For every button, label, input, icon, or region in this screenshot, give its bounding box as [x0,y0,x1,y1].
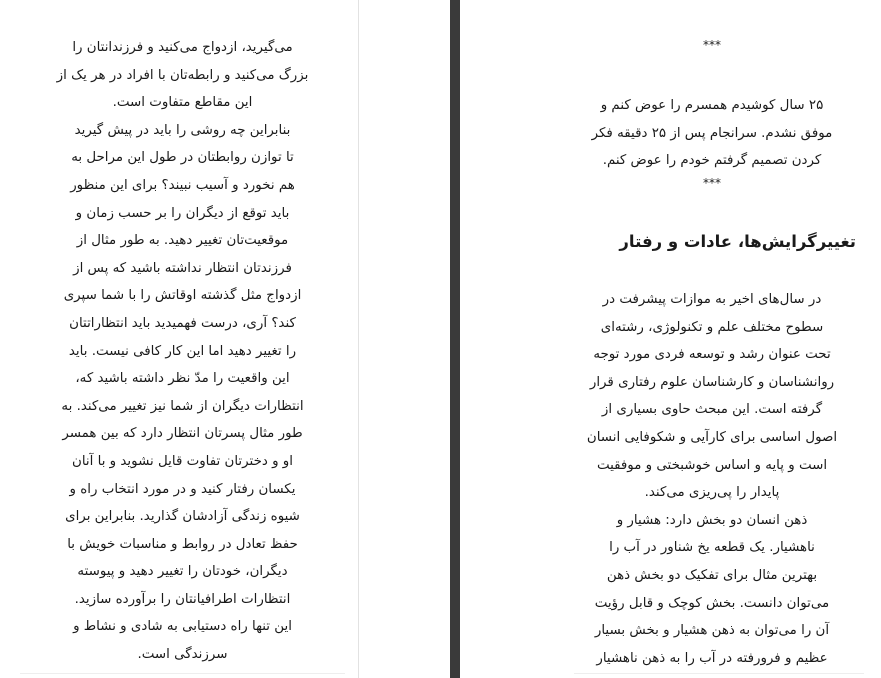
text-line: یکسان رفتار کنید و در مورد انتخاب راه و [69,481,296,497]
text-line: دیگران، خودتان را تغییر دهید و پیوسته [77,564,288,580]
text-line: او و دخترتان تفاوت قایل نشوید و با آنان [72,453,293,469]
text-line: ناهشیار. یک قطعه یخ شناور در آب را [609,540,815,556]
text-line: شیوه زندگی آزادشان گذارید. بنابراین برای [65,509,300,525]
text-line: این تنها راه دستیابی به شادی و نشاط و [73,619,292,635]
text-line: تا توازن روابطتان در طول این مراحل به [71,150,294,166]
text-line: هم نخورد و آسیب نبیند؟ برای این منظور [70,177,295,193]
text-line: کند؟ آری، درست فهمیدید باید انتظاراتتان [69,315,296,331]
quote-line: ۲۵ سال کوشیدم همسرم را عوض کنم و [600,98,824,113]
text-line: انتظارات اطرافیانتان را برآورده سازید. [74,591,291,607]
left-page-footer-rule [20,673,345,674]
text-line: این واقعیت را مدّ نظر داشته باشید که، [75,371,290,387]
text-line: اصول اساسی برای کارآیی و شکوفایی انسان [586,429,838,445]
section-body-text [574,286,850,672]
text-line: سطوح مختلف علم و تکنولوژی، رشته‌ای [600,319,824,335]
left-page [0,0,359,678]
text-line: عظیم و فرورفته در آب را به ذهن ناهشیار [596,650,828,666]
text-line: در سال‌های اخیر به موازات پیشرفت در [602,292,822,307]
left-page-text [20,34,345,669]
text-line: موقعیت‌تان تغییر دهید. به طور مثال از [76,233,289,249]
right-page-footer-rule [574,673,864,674]
right-page [460,0,881,678]
separator-top: *** [703,38,721,52]
section-heading: تغییرگرایش‌ها، عادات و رفتار [619,232,856,251]
text-line: تحت عنوان رشد و توسعه فردی مورد توجه [593,347,831,363]
book-gutter [450,0,460,678]
text-line: طور مثال پسرتان انتظار دارد که بین همسر [62,426,303,442]
text-line: آن را می‌توان به ذهن هشیار و بخش بسیار [594,623,830,639]
text-line: حفظ تعادل در روابط و مناسبات خویش با [67,536,298,552]
quote-line: کردن تصمیم گرفتم خودم را عوض کنم. [602,153,822,169]
quote-line: موفق نشدم. سرانجام پس از ۲۵ دقیقه فکر [591,125,833,141]
quote-text [574,92,850,175]
text-line: را تغییر دهید اما این کار کافی نیست. باید [68,343,297,359]
text-line: باید توقع از دیگران را بر حسب زمان و [75,205,290,221]
text-line: می‌گیرید، ازدواج می‌کنید و فرزندانتان را [72,40,293,55]
text-line: این مقاطع متفاوت است. [112,95,253,111]
text-line: است و پایه و اساس خوشبختی و موفقیت [596,457,828,473]
separator-bottom: *** [703,176,721,190]
text-line: پایدار را پی‌ریزی می‌کند. [644,485,780,501]
text-line: ذهن انسان دو بخش دارد: هشیار و [616,512,808,528]
text-line: انتظارات دیگران از شما نیز تغییر می‌کند. به [61,398,304,414]
text-line: بزرگ می‌کنید و رابطه‌تان با افراد در هر یک از [56,67,309,83]
text-line: فرزندتان انتظار نداشته باشید که پس از [73,260,292,276]
text-line: می‌توان دانست. بخش کوچک و قابل رؤیت [594,595,830,611]
text-line: بنابراین چه روشی را باید در پیش گیرید [74,122,291,138]
text-line: بهترین مثال برای تفکیک دو بخش ذهن [606,567,818,583]
text-line: سرزندگی است. [137,647,228,663]
text-line: ازدواج مثل گذشته اوقاتش را با شما سپری [63,288,302,304]
text-line: روانشناسان و کارشناسان علوم رفتاری قرار [589,374,835,390]
text-line: گرفته است. این مبحث حاوی بسیاری از [601,402,823,418]
